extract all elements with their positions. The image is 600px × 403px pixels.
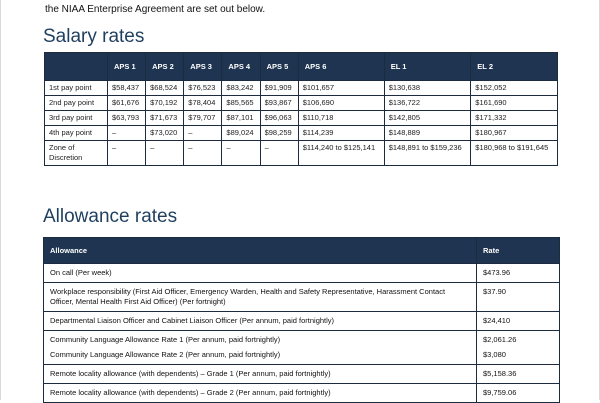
salary-cell: $110,718 xyxy=(298,111,384,126)
salary-cell: $152,052 xyxy=(471,81,558,96)
salary-cell: $148,889 xyxy=(384,126,471,141)
allowance-name: Remote locality allowance (with dependents) – Grade 1 (Per annum, paid fortnightly) xyxy=(50,369,331,378)
salary-cell: $83,242 xyxy=(222,81,260,96)
allowance-rate-cell xyxy=(477,283,560,312)
allowance-row xyxy=(44,283,560,312)
salary-row xyxy=(45,81,558,96)
pay-point-label: 1st pay point xyxy=(45,81,108,96)
allowance-header-row xyxy=(44,238,560,264)
salary-cell: $142,805 xyxy=(384,111,471,126)
allowance-row xyxy=(44,312,560,331)
allowance-rate: $473.96 xyxy=(483,268,511,277)
allowance-rate-cell xyxy=(477,312,560,331)
salary-cell: – xyxy=(108,141,146,166)
salary-cell: $76,523 xyxy=(184,81,222,96)
salary-cell: $63,793 xyxy=(108,111,146,126)
salary-row xyxy=(45,126,558,141)
salary-column-header: EL 1 xyxy=(384,53,471,81)
salary-corner-header xyxy=(45,53,108,81)
salary-cell: $73,020 xyxy=(146,126,184,141)
allowance-name: Departmental Liaison Officer and Cabinet Liaison Officer (Per annum, paid fortnightly) xyxy=(50,316,335,325)
salary-row xyxy=(45,96,558,111)
salary-cell: $114,240 to $125,141 xyxy=(298,141,384,166)
allowance-name: Community Language Allowance Rate 2 (Per annum, paid fortnightly) xyxy=(50,350,281,359)
salary-row xyxy=(45,141,558,166)
salary-column-header: APS 4 xyxy=(222,53,260,81)
salary-cell: $98,259 xyxy=(260,126,298,141)
salary-cell: $71,673 xyxy=(146,111,184,126)
allowance-rates-heading: Allowance rates xyxy=(43,206,178,227)
salary-cell: $79,707 xyxy=(184,111,222,126)
allowance-row xyxy=(44,264,560,283)
salary-cell: $101,657 xyxy=(298,81,384,96)
salary-cell: – xyxy=(260,141,298,166)
salary-cell: – xyxy=(222,141,260,166)
salary-cell: $93,867 xyxy=(260,96,298,111)
salary-cell: $85,565 xyxy=(222,96,260,111)
salary-cell: $171,332 xyxy=(471,111,558,126)
pay-point-label: 4th pay point xyxy=(45,126,108,141)
salary-cell: $148,891 to $159,236 xyxy=(384,141,471,166)
pay-point-label: Zone of Discretion xyxy=(45,141,108,166)
salary-cell: $70,192 xyxy=(146,96,184,111)
allowance-rate: $3,080 xyxy=(483,350,506,359)
pay-point-label: 2nd pay point xyxy=(45,96,108,111)
salary-row xyxy=(45,111,558,126)
salary-cell: – xyxy=(184,126,222,141)
allowance-rate-cell xyxy=(477,331,560,365)
allowance-name-cell xyxy=(44,365,477,384)
allowance-rates-table xyxy=(43,237,560,403)
allowance-rate: $37.90 xyxy=(483,287,506,296)
salary-column-header: APS 2 xyxy=(146,53,184,81)
salary-column-header: EL 2 xyxy=(471,53,558,81)
salary-cell: – xyxy=(108,126,146,141)
salary-cell: – xyxy=(146,141,184,166)
salary-cell: $180,968 to $191,645 xyxy=(471,141,558,166)
salary-cell: – xyxy=(184,141,222,166)
allowance-rate: $5,158.36 xyxy=(483,369,517,378)
salary-cell: $61,676 xyxy=(108,96,146,111)
rate-column-header: Rate xyxy=(477,238,560,264)
salary-cell: $89,024 xyxy=(222,126,260,141)
allowance-name: Remote locality allowance (with dependents) – Grade 2 (Per annum, paid fortnightly) xyxy=(50,388,331,397)
salary-cell: $68,524 xyxy=(146,81,184,96)
allowance-name: Workplace responsibility (First Aid Officer, Emergency Warden, Health and Safety Representative, Harassment Contact Officer, Mental Health First Aid Officer) (Per fortnight) xyxy=(50,287,446,306)
salary-cell: $180,967 xyxy=(471,126,558,141)
allowance-rate: $2,061.26 xyxy=(483,335,517,344)
allowance-row xyxy=(44,365,560,384)
salary-column-header: APS 6 xyxy=(298,53,384,81)
salary-cell: $91,909 xyxy=(260,81,298,96)
salary-cell: $78,404 xyxy=(184,96,222,111)
salary-rates-heading: Salary rates xyxy=(43,26,145,47)
pay-point-label: 3rd pay point xyxy=(45,111,108,126)
intro-text: the NIAA Enterprise Agreement are set out below. xyxy=(45,4,266,15)
salary-cell: $114,239 xyxy=(298,126,384,141)
allowance-rate: $24,410 xyxy=(483,316,511,325)
allowance-name-cell xyxy=(44,331,477,365)
allowance-rate-cell xyxy=(477,365,560,384)
allowance-rate: $9,759.06 xyxy=(483,388,517,397)
allowance-row xyxy=(44,331,560,365)
allowance-name: On call (Per week) xyxy=(50,268,112,277)
salary-cell: $161,690 xyxy=(471,96,558,111)
salary-column-header: APS 5 xyxy=(260,53,298,81)
salary-column-header: APS 3 xyxy=(184,53,222,81)
salary-cell: $130,638 xyxy=(384,81,471,96)
salary-cell: $87,101 xyxy=(222,111,260,126)
salary-column-header: APS 1 xyxy=(108,53,146,81)
allowance-name-cell xyxy=(44,264,477,283)
allowance-rate-cell xyxy=(477,264,560,283)
salary-cell: $106,690 xyxy=(298,96,384,111)
allowance-name-cell xyxy=(44,312,477,331)
salary-rates-table xyxy=(44,52,558,166)
salary-cell: $58,437 xyxy=(108,81,146,96)
allowance-name-cell xyxy=(44,283,477,312)
salary-header-row xyxy=(45,53,558,81)
salary-cell: $136,722 xyxy=(384,96,471,111)
allowance-name: Community Language Allowance Rate 1 (Per annum, paid fortnightly) xyxy=(50,335,281,344)
salary-cell: $96,063 xyxy=(260,111,298,126)
allowance-column-header: Allowance xyxy=(44,238,477,264)
